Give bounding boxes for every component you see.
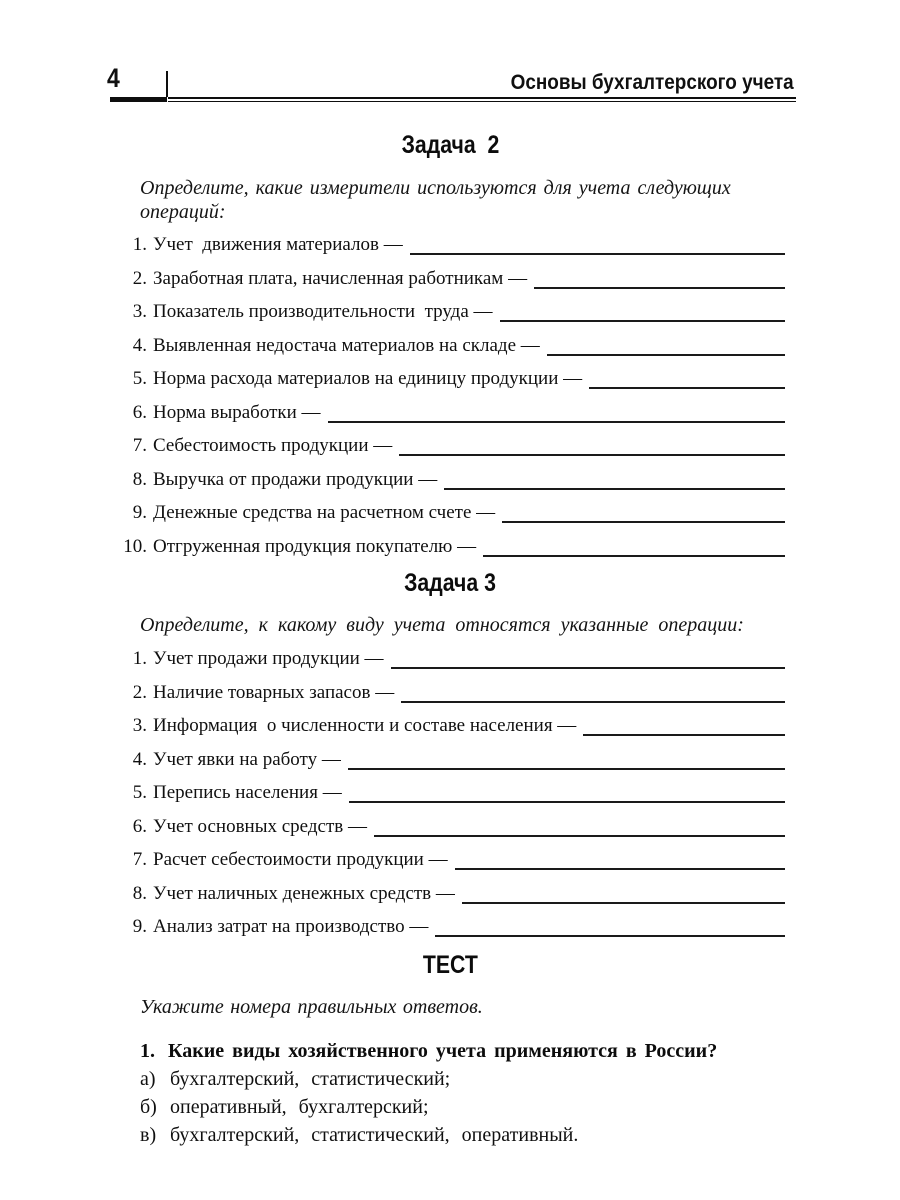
task-item: [105, 502, 785, 523]
item-text: Выручка от продажи продукции —: [153, 468, 438, 490]
answer-blank: [589, 371, 785, 389]
item-text: Информация о численности и составе населения —: [153, 715, 577, 736]
item-text: Перепись населения —: [153, 782, 342, 803]
test-option: [140, 1095, 794, 1119]
item-text: Учет наличных денежных средств —: [153, 882, 455, 904]
task2-heading: [0, 131, 900, 159]
task-item: [105, 402, 785, 423]
task3-instruction: Определите, к какому виду учета относятся указанные операции:: [140, 614, 744, 636]
item-number: 4.: [132, 334, 147, 356]
page-content: [0, 116, 900, 1147]
item-number: 1.: [132, 648, 147, 669]
test-heading-text: ТЕСТ: [422, 951, 478, 979]
item-number: 7.: [132, 435, 147, 456]
item-number: 5.: [132, 368, 147, 389]
test-option: [140, 1067, 794, 1091]
test-instruction: Укажите номера правильных ответов.: [140, 996, 483, 1018]
option-text: бухгалтерский, статистический;: [170, 1068, 451, 1090]
task-item: [105, 268, 785, 289]
answer-blank: [547, 338, 785, 356]
item-number: 8.: [132, 882, 147, 904]
item-number: 8.: [132, 468, 147, 490]
question-number: 1.: [140, 1040, 155, 1062]
answer-blank: [348, 752, 785, 770]
item-number: 6.: [132, 815, 147, 837]
task-item: [105, 749, 785, 770]
task-item: [105, 849, 785, 870]
item-number: 7.: [132, 849, 147, 870]
page-number-text: 4: [107, 63, 120, 93]
answer-blank: [583, 718, 785, 736]
item-number: 3.: [132, 715, 147, 736]
item-text: Заработная плата, начисленная работникам —: [153, 267, 528, 289]
task-item: [105, 368, 785, 389]
task-item: [105, 335, 785, 356]
item-text: Учет движения материалов —: [153, 234, 403, 255]
item-number: 10.: [123, 535, 147, 557]
item-text: Себестоимость продукции —: [153, 435, 393, 456]
item-text: Учет продажи продукции —: [153, 648, 384, 669]
answer-blank: [401, 685, 785, 703]
running-head: [472, 69, 794, 95]
option-letter: в): [140, 1124, 157, 1146]
page-number: [107, 62, 122, 94]
task-item: [105, 301, 785, 322]
item-text: Норма выработки —: [153, 401, 321, 423]
header-rule: [168, 97, 796, 102]
task3-heading-text: Задача 3: [404, 569, 496, 597]
task-item: [105, 715, 785, 736]
answer-blank: [502, 505, 785, 523]
item-number: 2.: [132, 681, 147, 703]
test-question: [0, 1039, 900, 1063]
item-number: 9.: [132, 502, 147, 523]
item-text: Норма расхода материалов на единицу продукции —: [153, 368, 583, 389]
test-option: [140, 1123, 794, 1147]
answer-blank: [462, 886, 785, 904]
task-item: [105, 816, 785, 837]
answer-blank: [500, 304, 785, 322]
task3-heading: [0, 569, 900, 597]
answer-blank: [444, 472, 785, 490]
task-item: [105, 682, 785, 703]
option-text: бухгалтерский, статистический, оперативный.: [170, 1124, 579, 1146]
item-number: 2.: [132, 267, 147, 289]
option-letter: а): [140, 1068, 156, 1090]
task-item: [105, 883, 785, 904]
answer-blank: [374, 819, 785, 837]
header-vertical-tick: [166, 71, 168, 97]
task-item: [105, 435, 785, 456]
item-number: 9.: [132, 916, 147, 937]
item-number: 4.: [132, 748, 147, 770]
item-text: Отгруженная продукция покупателю —: [153, 535, 477, 557]
test-options: [0, 1067, 900, 1147]
item-number: 1.: [132, 234, 147, 255]
task-item: [105, 782, 785, 803]
task-item: [105, 536, 785, 557]
answer-blank: [435, 919, 785, 937]
task-item: [105, 648, 785, 669]
task2-heading-text: Задача 2: [401, 131, 499, 159]
option-text: оперативный, бухгалтерский;: [170, 1096, 429, 1118]
answer-blank: [410, 237, 785, 255]
question-text: Какие виды хозяйственного учета применяются в России?: [168, 1040, 718, 1062]
item-text: Учет основных средств —: [153, 815, 367, 837]
page-number-underline: [110, 97, 167, 102]
task2-list: [0, 234, 900, 557]
item-text: Расчет себестоимости продукции —: [153, 849, 448, 870]
answer-blank: [328, 405, 785, 423]
running-head-text: Основы бухгалтерского учета: [510, 70, 794, 94]
task-item: [105, 234, 785, 255]
item-number: 5.: [132, 782, 147, 803]
answer-blank: [391, 651, 785, 669]
task-item: [105, 916, 785, 937]
answer-blank: [399, 438, 785, 456]
answer-blank: [483, 539, 785, 557]
item-text: Выявленная недостача материалов на складе —: [153, 334, 540, 356]
test-heading: [0, 951, 900, 979]
item-text: Показатель производительности труда —: [153, 301, 493, 322]
item-text: Наличие товарных запасов —: [153, 681, 395, 703]
item-text: Учет явки на работу —: [153, 748, 341, 770]
answer-blank: [349, 785, 785, 803]
task-item: [105, 469, 785, 490]
answer-blank: [455, 852, 785, 870]
item-number: 3.: [132, 301, 147, 322]
option-letter: б): [140, 1096, 157, 1118]
item-text: Анализ затрат на производство —: [153, 916, 429, 937]
item-text: Денежные средства на расчетном счете —: [153, 502, 496, 523]
task3-list: [0, 648, 900, 937]
answer-blank: [534, 271, 785, 289]
task2-instruction: Определите, какие измерители используются для учета следующих операций:: [140, 177, 738, 223]
item-number: 6.: [132, 401, 147, 423]
